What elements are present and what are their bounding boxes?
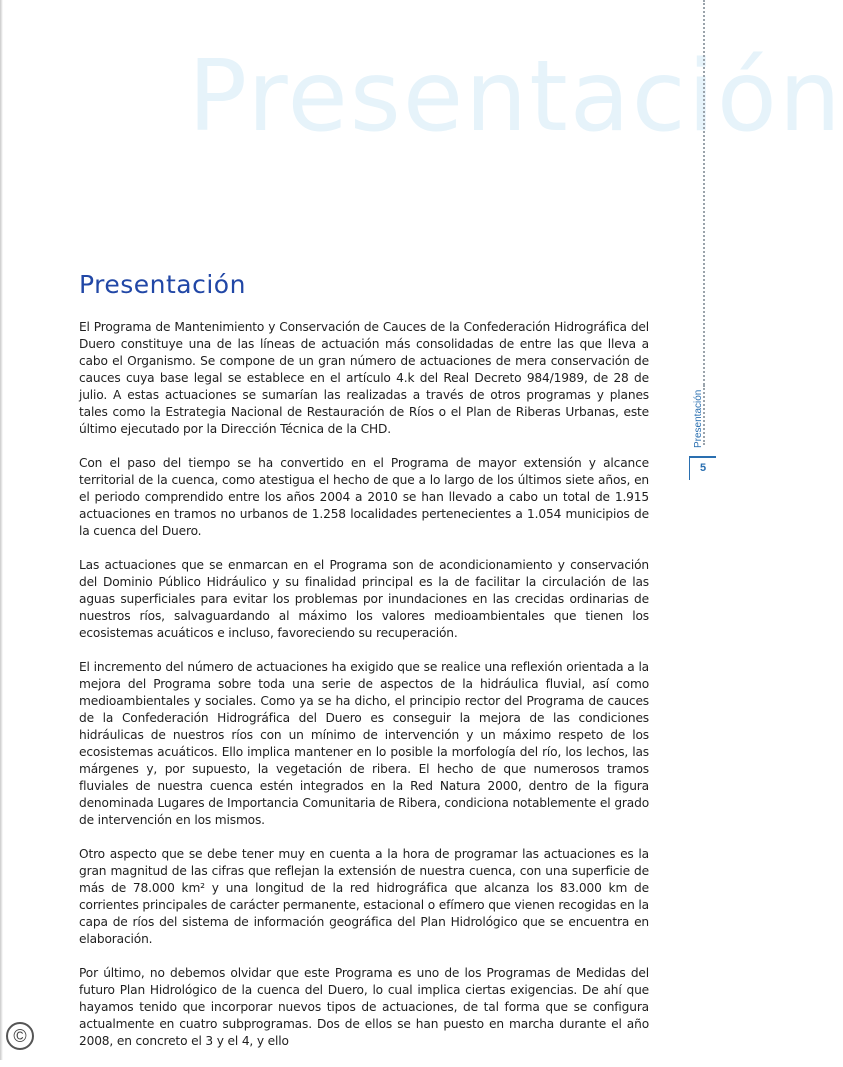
paragraph: El Programa de Mantenimiento y Conservación de Cauces de la Confederación Hidrográfica del Duero constituye una de las líneas de actuación más consolidadas de entre las que lleva a cabo el Organismo. Se compone de un gran número de actuaciones de mera conservación de cauces cuya base legal se establece en el artículo 4.k del Real Decreto 984/1989, de 28 de julio. A estas actuaciones se sumarían las realizadas a través de otros programas y planes tales como la Estrategia Nacional de Restauración de Ríos o el Plan de Riberas Urbanas, este último ejecutado por la Dirección Técnica de la CHD. [79, 320, 649, 436]
body-text [79, 319, 649, 1067]
paragraph: Con el paso del tiempo se ha convertido en el Programa de mayor extensión y alcance territorial de la cuenca, como atestigua el hecho de que a lo largo de los últimos siete años, en el periodo comprendido entre los años 2004 a 2010 se han llevado a cabo un total de 1.915 actuaciones en tramos no urbanos de 1.258 localidades pertenecientes a 1.054 municipios de la cuenca del Duero. [79, 456, 649, 538]
page-title: Presentación [79, 270, 246, 299]
side-section-label: Presentación [693, 389, 704, 448]
page-number: 5 [689, 456, 716, 480]
paragraph: El incremento del número de actuaciones ha exigido que se realice una reflexión orientada a la mejora del Programa sobre toda una serie de aspectos de la hidráulica fluvial, así como medioambientales y sociales. Como ya se ha dicho, el principio rector del Programa de cauces de la Confederación Hidrográfica del Duero es conseguir la mejora de las condiciones hidráulicas de nuestros ríos con un mínimo de intervención y un máximo respeto de los ecosistemas acuáticos. Ello implica mantener en lo posible la morfología del río, los lechos, las márgenes y, por supuesto, la vegetación de ribera. El hecho de que numerosos tramos fluviales de nuestra cuenca estén integrados en la Red Natura 2000, dentro de la figura denominada Lugares de Importancia Comunitaria de Ribera, condiciona notablemente el grado de intervención en los mismos. [79, 660, 649, 827]
copyright-icon: © [6, 1022, 34, 1050]
paragraph: Por último, no debemos olvidar que este Programa es uno de los Programas de Medidas del futuro Plan Hidrológico de la cuenca del Duero, lo cual implica ciertas exigencias. De ahí que hayamos tenido que incorporar nuevos tipos de actuaciones, de tal forma que se configura actualmente en cuatro subprogramas. Dos de ellos se han puesto en marcha durante el año 2008, en concreto el 3 y el 4, y ello [79, 966, 649, 1048]
dotted-margin-line [703, 0, 705, 385]
page-left-edge-shadow [0, 0, 3, 1060]
watermark-title: Presentación [188, 40, 843, 154]
paragraph: Las actuaciones que se enmarcan en el Programa son de acondicionamiento y conservación del Dominio Público Hidráulico y su finalidad principal es la de facilitar la circulación de las aguas superficiales para evitar los problemas por inundaciones en las crecidas ordinarias de nuestros ríos, salvaguardando al máximo los valores medioambientales que tienen los ecosistemas acuáticos e incluso, favoreciendo su recuperación. [79, 558, 649, 640]
paragraph: Otro aspecto que se debe tener muy en cuenta a la hora de programar las actuaciones es la gran magnitud de las cifras que reflejan la extensión de nuestra cuenca, con una superficie de más de 78.000 km² y una longitud de la red hidrográfica que alcanza los 83.000 km de corrientes principales de carácter permanente, estacional o efímero que vienen recogidas en la capa de ríos del sistema de información geográfica del Plan Hidrológico que se encuentra en elaboración. [79, 847, 649, 946]
